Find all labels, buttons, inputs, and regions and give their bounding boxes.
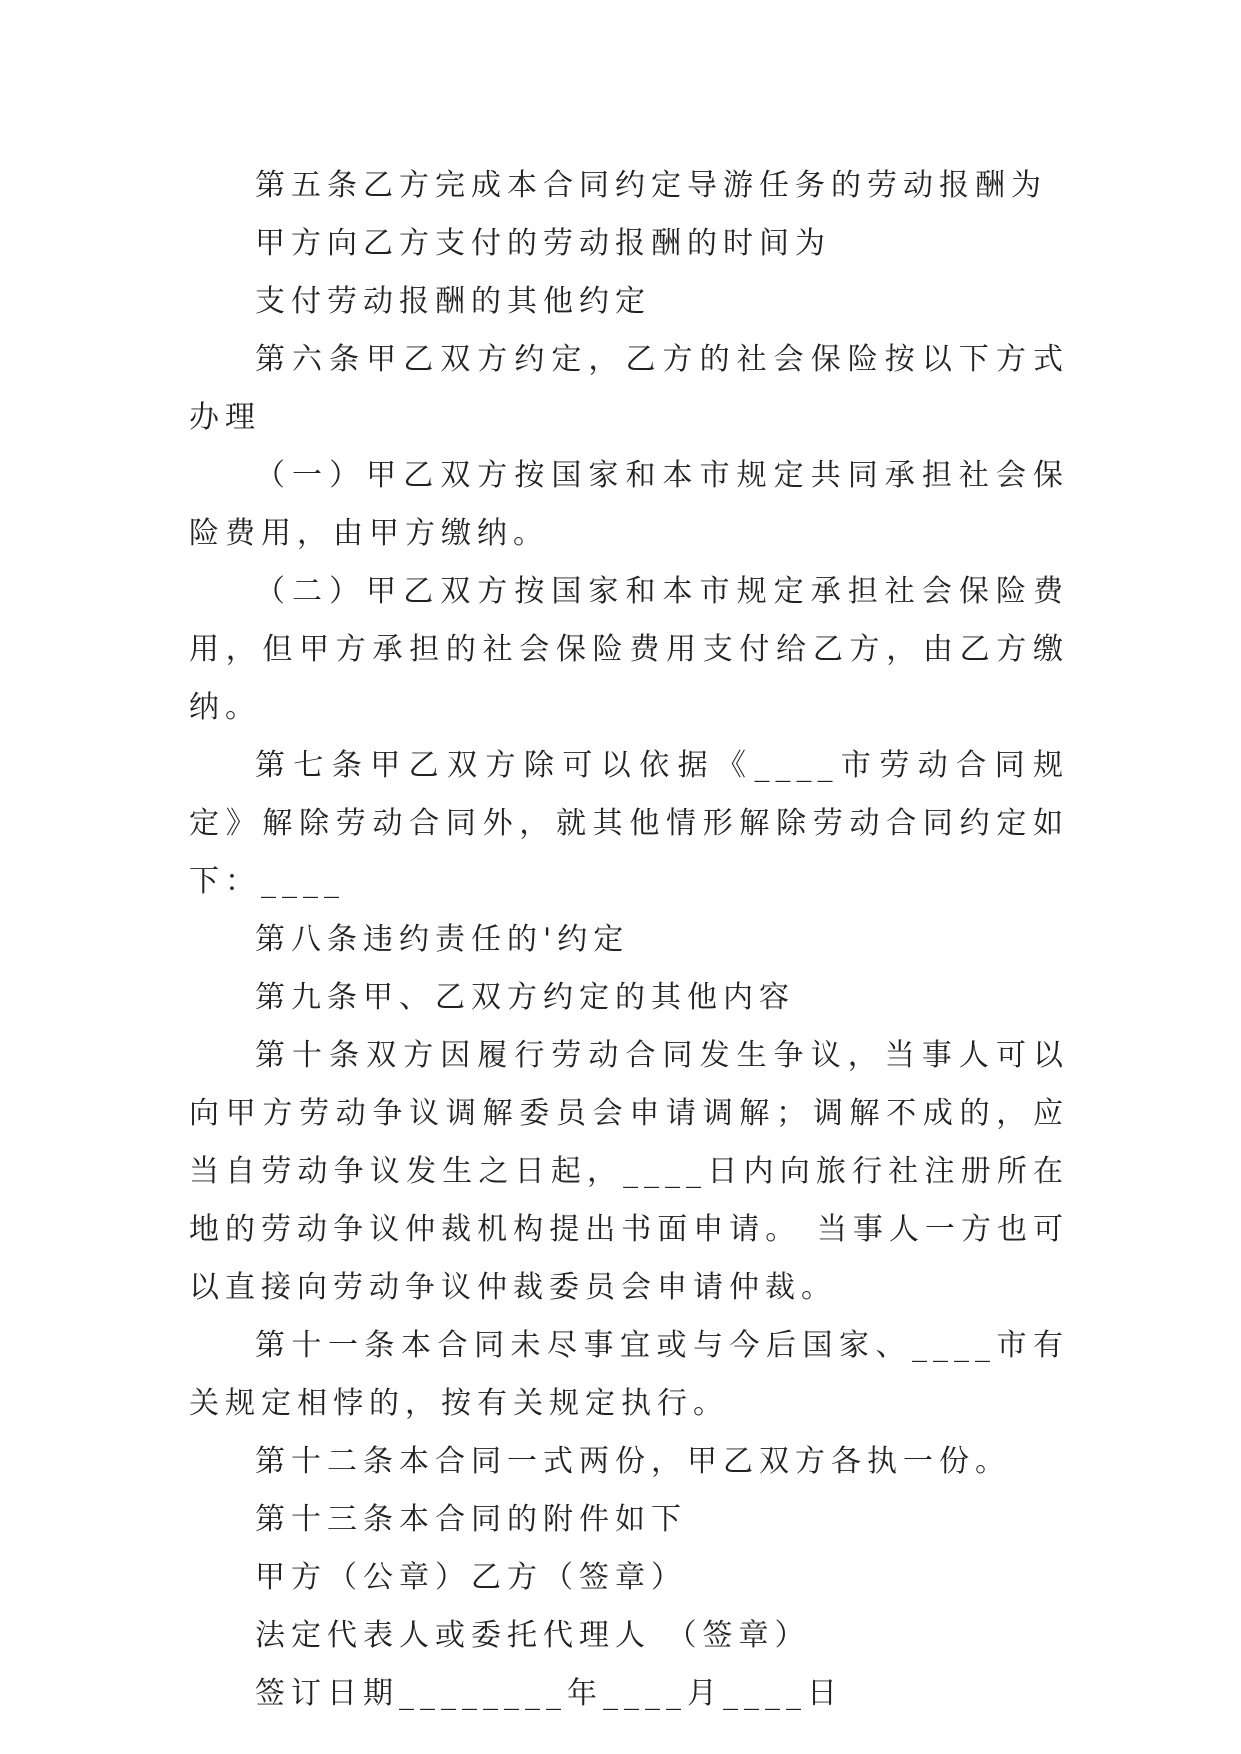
article-13-attachments: 第十三条本合同的附件如下 [255,1502,687,1537]
article-7-termination: 第七条甲乙双方除可以依据《____市劳动合同规定》解除劳动合同外，就其他情形解除劳动合同约定如下：____ [189,748,1069,899]
payment-time-clause: 甲方向乙方支付的劳动报酬的时间为 [255,226,831,261]
article-10-disputes: 第十条双方因履行劳动合同发生争议，当事人可以向甲方劳动争议调解委员会申请调解；调解不成的，应当自劳动争议发生之日起，____日内向旅行社注册所在地的劳动争议仲裁机构提出书面申请。 当事人一方也可以直接向劳动争议仲裁委员会申请仲裁。 [189,1038,1069,1305]
article-11-unresolved-matters: 第十一条本合同未尽事宜或与今后国家、____市有关规定相悖的，按有关规定执行。 [189,1328,1069,1421]
party-signature-line: 甲方（公章）乙方（签章） [255,1560,687,1595]
insurance-option-1: （一）甲乙双方按国家和本市规定共同承担社会保险费用，由甲方缴纳。 [189,458,1069,551]
legal-representative-line: 法定代表人或委托代理人 （签章） [255,1618,811,1653]
article-8-liability: 第八条违约责任的'约定 [255,922,630,957]
article-9-other-content: 第九条甲、乙双方约定的其他内容 [255,980,795,1015]
other-payment-terms: 支付劳动报酬的其他约定 [255,284,651,319]
signing-date-line: 签订日期________年____月____日 [255,1676,843,1711]
article-5-remuneration: 第五条乙方完成本合同约定导游任务的劳动报酬为 [255,168,1047,203]
article-6-social-insurance: 第六条甲乙双方约定，乙方的社会保险按以下方式办理 [189,342,1069,435]
insurance-option-2: （二）甲乙双方按国家和本市规定承担社会保险费用，但甲方承担的社会保险费用支付给乙方，由乙方缴纳。 [189,574,1069,725]
article-12-copies: 第十二条本合同一式两份，甲乙双方各执一份。 [255,1444,1011,1479]
document-body [189,157,1069,1723]
